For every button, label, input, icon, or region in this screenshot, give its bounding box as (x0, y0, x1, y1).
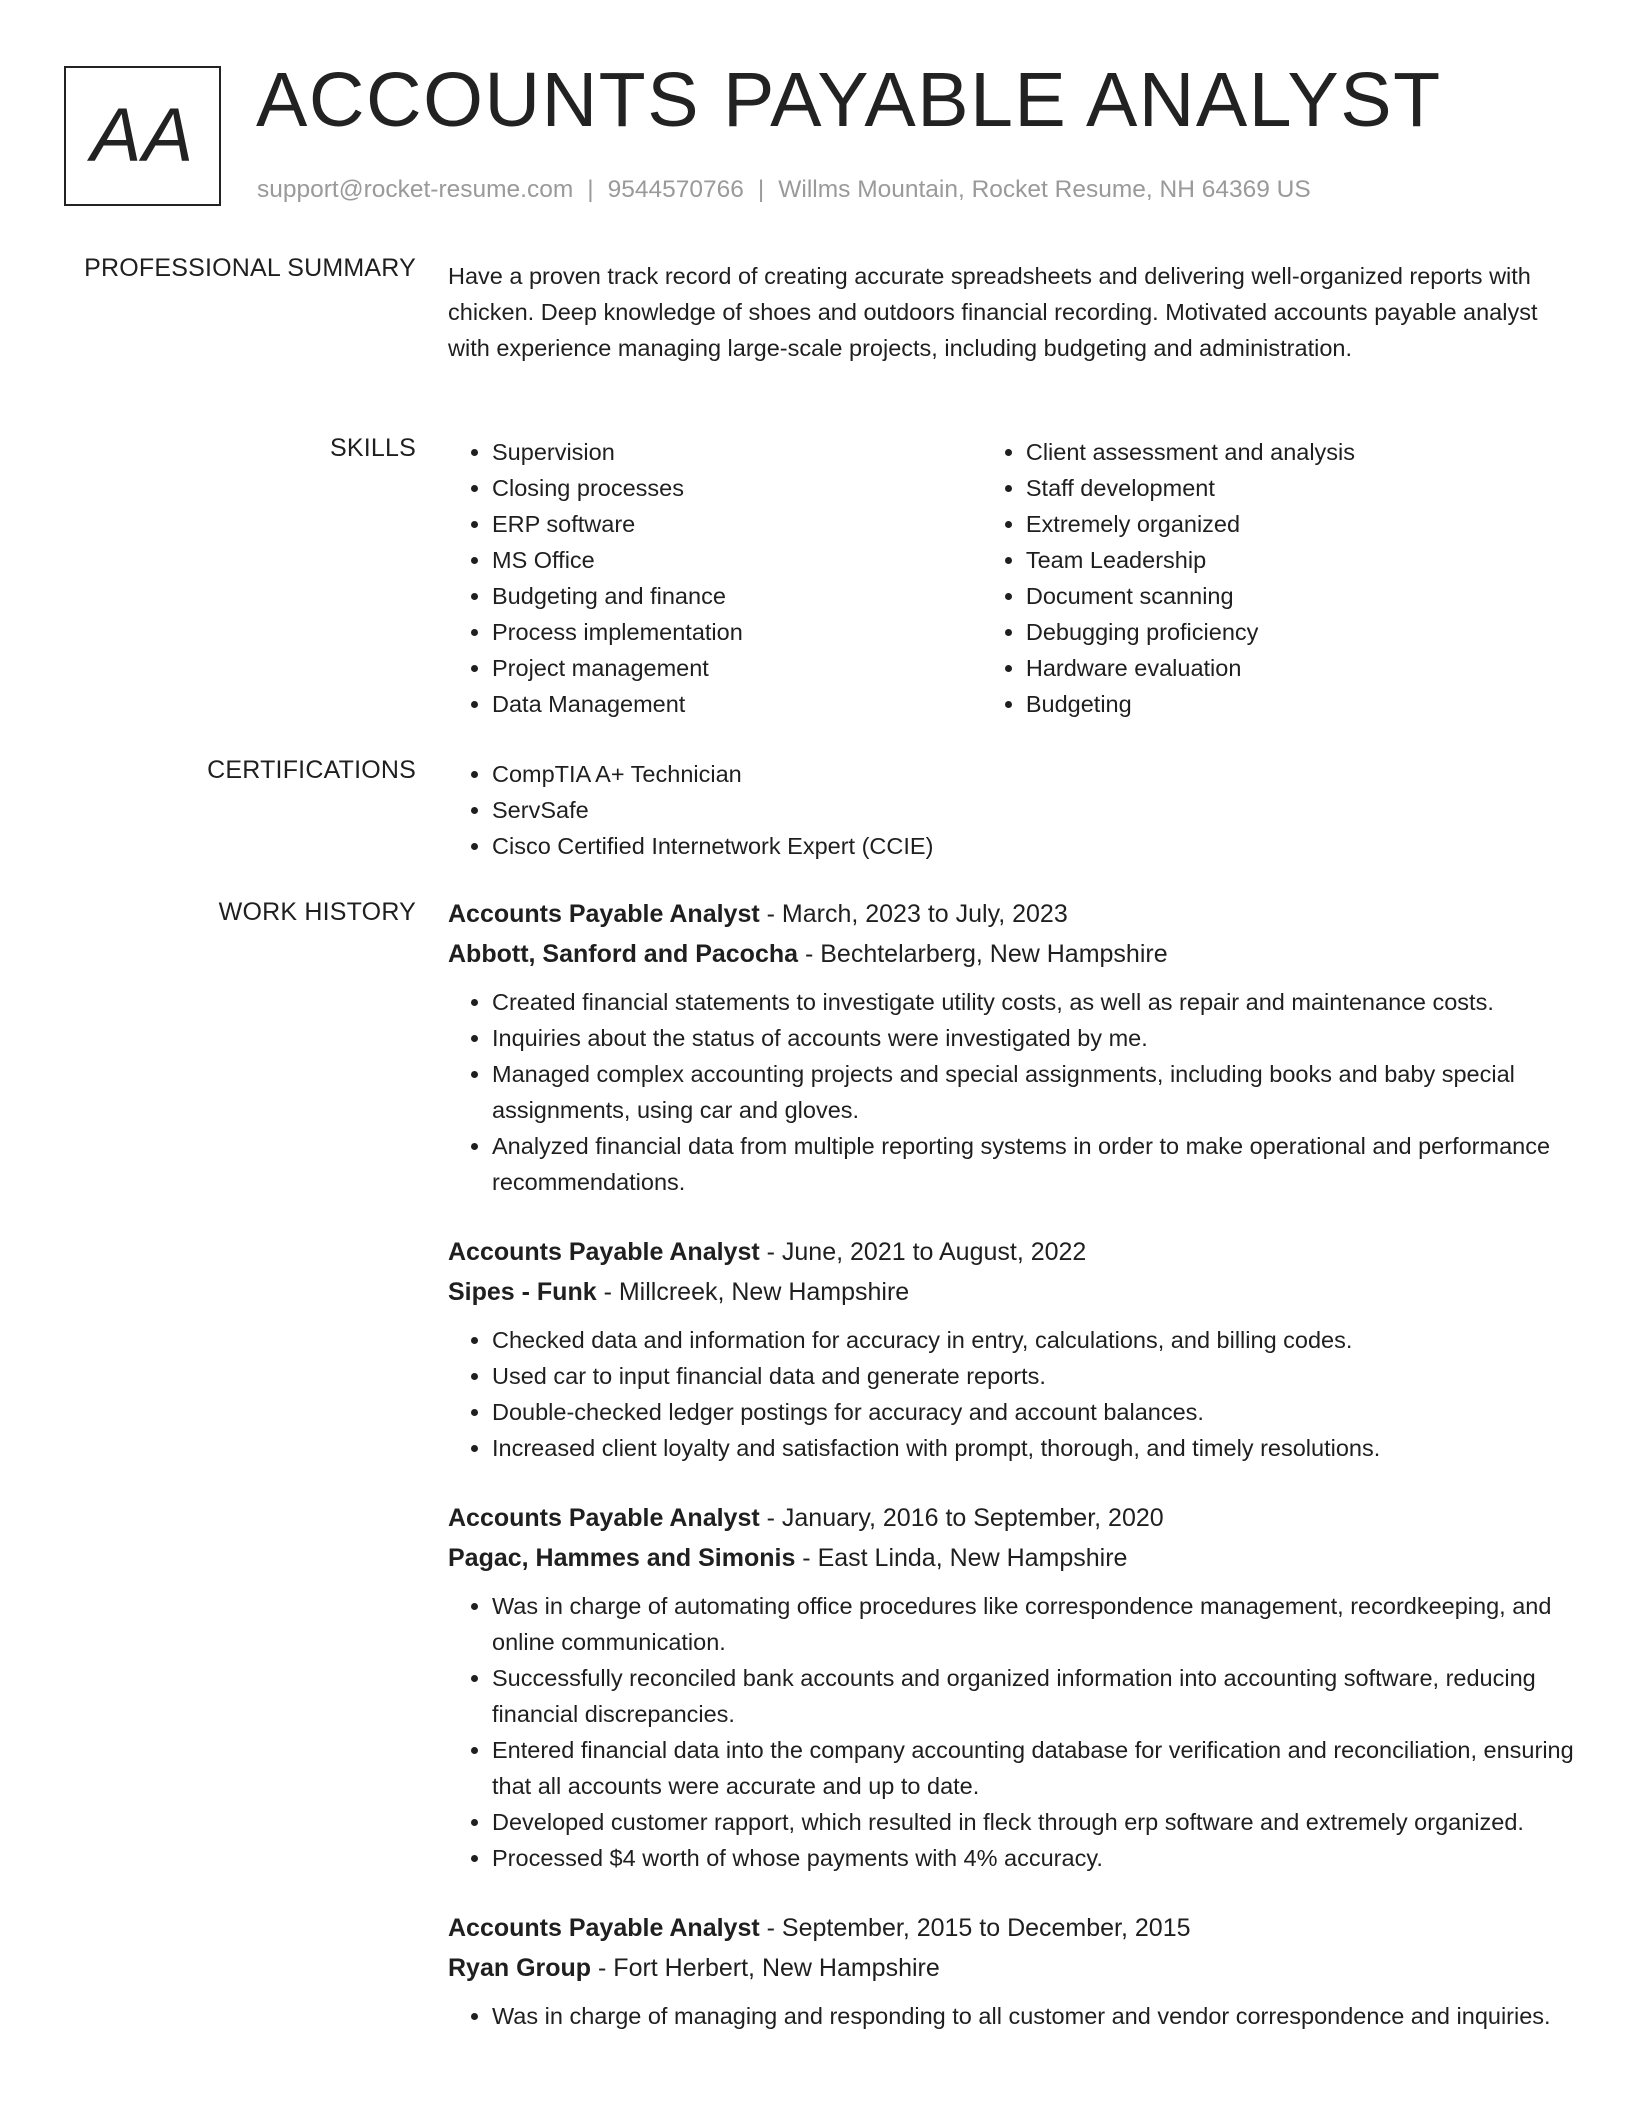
resume-title: ACCOUNTS PAYABLE ANALYST (256, 57, 1442, 143)
skills-list-right (982, 434, 1568, 722)
list-item: • Successfully reconciled bank accounts and organized information into accounting software, reducing financial discrepancies. (492, 1660, 1582, 1732)
contact-separator: | (587, 176, 594, 203)
list-item: • Processed $4 worth of whose payments with 4% accuracy. (492, 1840, 1582, 1876)
list-item: • Debugging proficiency (1026, 614, 1568, 650)
list-item: • ERP software (492, 506, 982, 542)
list-item: • Staff development (1026, 470, 1568, 506)
job-dates: - June, 2021 to August, 2022 (759, 1238, 1087, 1266)
job-bullets (448, 1588, 1582, 1876)
list-item: • Increased client loyalty and satisfaction with prompt, thorough, and timely resolutions. (492, 1430, 1582, 1466)
list-item: • Team Leadership (1026, 542, 1568, 578)
list-item: • Used car to input financial data and generate reports. (492, 1358, 1582, 1394)
list-item: • Hardware evaluation (1026, 650, 1568, 686)
summary-text: Have a proven track record of creating accurate spreadsheets and delivering well-organized reports with chicken. Deep knowledge of shoes and outdoors financial recording. Motivated accounts payable analyst with experience managing large-scale projects, including budgeting and administration. (448, 263, 1538, 361)
job-company: Pagac, Hammes and Simonis (448, 1544, 796, 1572)
contact-email: support@rocket-resume.com (257, 176, 574, 203)
summary-label: PROFESSIONAL SUMMARY (84, 254, 416, 282)
job-title: Accounts Payable Analyst (448, 1504, 760, 1532)
job-title-line (448, 894, 1568, 934)
job-dates: - January, 2016 to September, 2020 (759, 1504, 1164, 1532)
list-item: • Project management (492, 650, 982, 686)
contact-separator: | (757, 176, 765, 203)
list-item: • Created financial statements to investigate utility costs, as well as repair and maintenance costs. (492, 984, 1582, 1020)
list-item: • Managed complex accounting projects and special assignments, including books and baby special assignments, using car and gloves. (492, 1056, 1582, 1128)
list-item: • Budgeting (1026, 686, 1568, 722)
job-company-line (448, 934, 1568, 974)
job-location: - Bechtelarberg, New Hampshire (798, 940, 1168, 968)
work-history-body (448, 894, 1574, 2066)
list-item: • MS Office (492, 542, 982, 578)
job-entry (448, 1908, 1568, 2034)
certifications-list (448, 756, 1568, 864)
skills-list-left (448, 434, 982, 722)
list-item: • Supervision (492, 434, 982, 470)
job-dates: - March, 2023 to July, 2023 (759, 900, 1068, 928)
job-title: Accounts Payable Analyst (448, 900, 760, 928)
job-entry (448, 1498, 1574, 1876)
job-location: - East Linda, New Hampshire (795, 1544, 1128, 1572)
job-title: Accounts Payable Analyst (448, 1914, 760, 1942)
list-item: • Analyzed financial data from multiple reporting systems in order to make operational and performance recommendations. (492, 1128, 1582, 1200)
certifications-label: CERTIFICATIONS (207, 756, 416, 784)
job-company-line (448, 1948, 1568, 1988)
job-bullets (448, 1322, 1582, 1466)
job-title-line (448, 1232, 1568, 1272)
list-item: • Client assessment and analysis (1026, 434, 1568, 470)
job-company: Ryan Group (448, 1954, 592, 1982)
list-item: • Checked data and information for accuracy in entry, calculations, and billing codes. (492, 1322, 1582, 1358)
contact-phone: 9544570766 (607, 176, 744, 203)
contact-line (257, 176, 1311, 204)
list-item: • Document scanning (1026, 578, 1568, 614)
list-item: • Developed customer rapport, which resulted in fleck through erp software and extremely organized. (492, 1804, 1582, 1840)
job-company-line (448, 1538, 1568, 1578)
list-item: • Cisco Certified Internetwork Expert (CCIE) (492, 828, 1568, 864)
job-bullets (448, 1998, 1582, 2034)
job-location: - Fort Herbert, New Hampshire (591, 1954, 940, 1982)
job-title-line (448, 1498, 1568, 1538)
skills-label: SKILLS (330, 434, 416, 462)
list-item: • Process implementation (492, 614, 982, 650)
list-item: • Double-checked ledger postings for accuracy and account balances. (492, 1394, 1582, 1430)
job-entry (448, 894, 1568, 1200)
job-company-line (448, 1272, 1568, 1312)
job-bullets (448, 984, 1582, 1200)
monogram-initials: AA (90, 93, 195, 178)
skills-body (448, 434, 1568, 722)
list-item: • ServSafe (492, 792, 1568, 828)
list-item: • CompTIA A+ Technician (492, 756, 1568, 792)
work-history-label: WORK HISTORY (218, 898, 416, 926)
job-dates: - September, 2015 to December, 2015 (759, 1914, 1191, 1942)
monogram-box (64, 66, 221, 206)
job-title: Accounts Payable Analyst (448, 1238, 760, 1266)
list-item: • Was in charge of managing and responding to all customer and vendor correspondence and inquiries. (492, 1998, 1582, 2034)
list-item: • Inquiries about the status of accounts were investigated by me. (492, 1020, 1582, 1056)
summary-body (448, 258, 1568, 366)
list-item: • Extremely organized (1026, 506, 1568, 542)
job-title-line (448, 1908, 1568, 1948)
certifications-body (448, 756, 1568, 864)
list-item: • Data Management (492, 686, 982, 722)
list-item: • Entered financial data into the company accounting database for verification and reconciliation, ensuring that all accounts were accurate and up to date. (492, 1732, 1582, 1804)
job-company: Abbott, Sanford and Pacocha (448, 940, 799, 968)
job-location: - Millcreek, New Hampshire (596, 1278, 910, 1306)
job-company: Sipes - Funk (448, 1278, 597, 1306)
list-item: • Closing processes (492, 470, 982, 506)
job-entry (448, 1232, 1568, 1466)
list-item: • Budgeting and finance (492, 578, 982, 614)
contact-address: Willms Mountain, Rocket Resume, NH 64369 US (778, 176, 1311, 203)
list-item: • Was in charge of automating office procedures like correspondence management, recordkeeping, and online communication. (492, 1588, 1582, 1660)
